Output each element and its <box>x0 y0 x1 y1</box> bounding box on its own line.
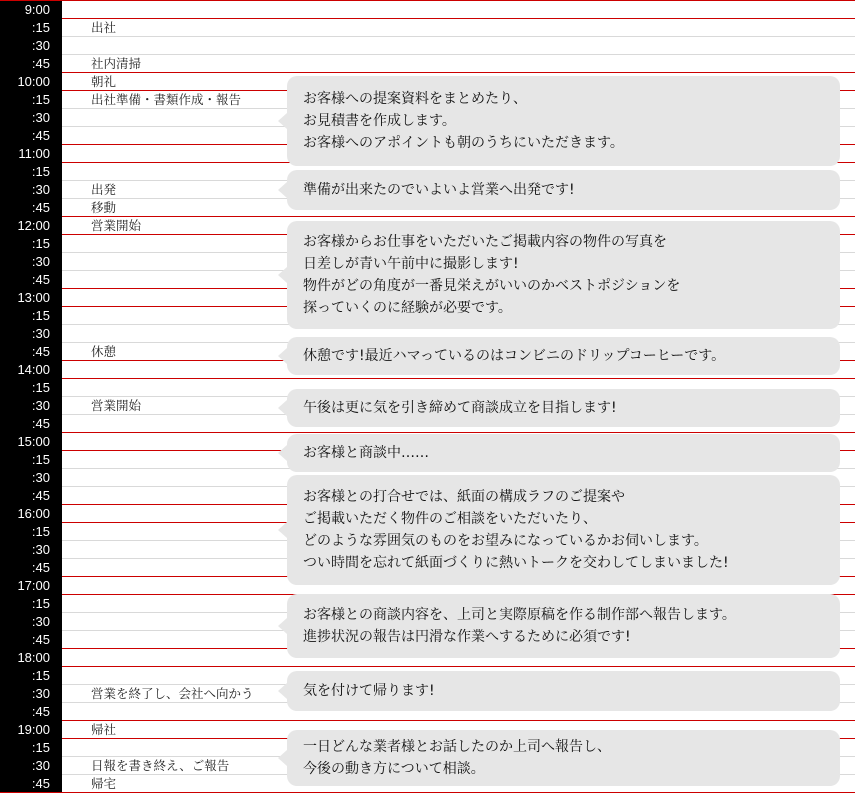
time-label: 18:00 <box>0 649 62 667</box>
comment-bubble <box>287 730 840 786</box>
time-label: :45 <box>0 487 62 505</box>
bubble-text: お客様との商談内容を、上司と実際原稿を作る制作部へ報告します。 進捗状況の報告は円滑な作業へするために必須です! <box>303 607 736 645</box>
comment-bubble <box>287 221 840 329</box>
task-label: 出社 <box>91 21 117 35</box>
task-label: 移動 <box>91 201 117 215</box>
time-label: :45 <box>0 703 62 721</box>
comment-bubble <box>287 671 840 711</box>
time-label: :45 <box>0 631 62 649</box>
bubble-text: お客様と商談中…… <box>303 445 429 461</box>
bubble-tail <box>278 348 287 364</box>
time-label: 13:00 <box>0 289 62 307</box>
time-label: :15 <box>0 163 62 181</box>
time-label: :30 <box>0 685 62 703</box>
time-label: :30 <box>0 541 62 559</box>
bubble-tail <box>278 522 287 538</box>
bubble-tail <box>278 182 287 198</box>
bubble-text: 気を付けて帰ります! <box>303 683 435 699</box>
bubble-tail <box>278 683 287 699</box>
time-label: 17:00 <box>0 577 62 595</box>
time-label: 14:00 <box>0 361 62 379</box>
time-label: 16:00 <box>0 505 62 523</box>
time-label: :45 <box>0 127 62 145</box>
task-label: 営業開始 <box>91 219 142 233</box>
time-label: :15 <box>0 19 62 37</box>
time-label: :30 <box>0 325 62 343</box>
time-label: :30 <box>0 757 62 775</box>
time-label: :30 <box>0 253 62 271</box>
time-label: 12:00 <box>0 217 62 235</box>
time-label: :45 <box>0 343 62 361</box>
time-label: :15 <box>0 739 62 757</box>
time-label: :30 <box>0 37 62 55</box>
time-label: 11:00 <box>0 145 62 163</box>
time-label: :15 <box>0 379 62 397</box>
comment-bubble <box>287 434 840 472</box>
task-label: 出社準備・書類作成・報告 <box>91 93 242 107</box>
bubble-text: 休憩です!最近ハマっているのはコンビニのドリップコーヒーです。 <box>303 348 726 364</box>
time-row <box>0 1 855 19</box>
time-row <box>0 19 855 37</box>
time-label: :45 <box>0 55 62 73</box>
bubble-tail <box>278 618 287 634</box>
time-label: :45 <box>0 271 62 289</box>
task-label: 休憩 <box>91 345 117 359</box>
time-label: :15 <box>0 451 62 469</box>
bubble-tail <box>278 400 287 416</box>
time-label: :15 <box>0 595 62 613</box>
time-label: :15 <box>0 307 62 325</box>
task-label: 営業を終了し、会社へ向かう <box>91 687 254 701</box>
comment-bubble <box>287 594 840 658</box>
time-label: :15 <box>0 523 62 541</box>
time-label: :45 <box>0 415 62 433</box>
comment-bubble <box>287 389 840 427</box>
time-label: 19:00 <box>0 721 62 739</box>
bubble-text: 一日どんな業者様とお話したのか上司へ報告し、 今後の動き方について相談。 <box>303 739 611 777</box>
bubble-tail <box>278 267 287 283</box>
time-label: :30 <box>0 109 62 127</box>
task-label: 社内清掃 <box>91 57 142 71</box>
bubble-tail <box>278 113 287 129</box>
comment-bubble <box>287 76 840 166</box>
bubble-tail <box>278 445 287 461</box>
comment-bubble <box>287 170 840 210</box>
task-label: 日報を書き終え、ご報告 <box>91 759 230 773</box>
task-label: 出発 <box>91 183 117 197</box>
time-label: :45 <box>0 199 62 217</box>
time-row <box>0 37 855 55</box>
time-label: :30 <box>0 397 62 415</box>
task-label: 営業開始 <box>91 399 142 413</box>
time-label: :30 <box>0 613 62 631</box>
time-label: 9:00 <box>0 1 62 19</box>
time-label: :30 <box>0 469 62 487</box>
comment-bubble <box>287 475 840 585</box>
time-row <box>0 55 855 73</box>
task-label: 帰社 <box>91 723 117 737</box>
bubble-text: 午後は更に気を引き締めて商談成立を目指します! <box>303 400 617 416</box>
time-label: :30 <box>0 181 62 199</box>
time-label: 15:00 <box>0 433 62 451</box>
bubble-tail <box>278 750 287 766</box>
task-label: 朝礼 <box>91 75 117 89</box>
time-label: :15 <box>0 235 62 253</box>
time-label: :45 <box>0 559 62 577</box>
time-label: :15 <box>0 667 62 685</box>
task-label: 帰宅 <box>91 777 117 791</box>
time-label: :15 <box>0 91 62 109</box>
bubble-text: 準備が出来たのでいよいよ営業へ出発です! <box>303 182 575 198</box>
comment-bubble <box>287 337 840 375</box>
bubble-text: お客様からお仕事をいただいたご掲載内容の物件の写真を 日差しが青い午前中に撮影します! 物件がどの角度が一番見栄えがいいのかベストポジションを 探っていくのに経験が必要です。 <box>303 234 681 316</box>
time-label: :45 <box>0 775 62 793</box>
time-label: 10:00 <box>0 73 62 91</box>
bubble-text: お客様への提案資料をまとめたり、 お見積書を作成します。 お客様へのアポイントも朝のうちにいただきます。 <box>303 91 624 151</box>
bubble-text: お客様との打合せでは、紙面の構成ラフのご提案や ご掲載いただく物件のご相談をいただいたり、 どのような雰囲気のものをお望みになっているかお伺いします。 つい時間を忘れて紙面づくりに熱いトークを交わしてしまいました! <box>303 489 729 571</box>
